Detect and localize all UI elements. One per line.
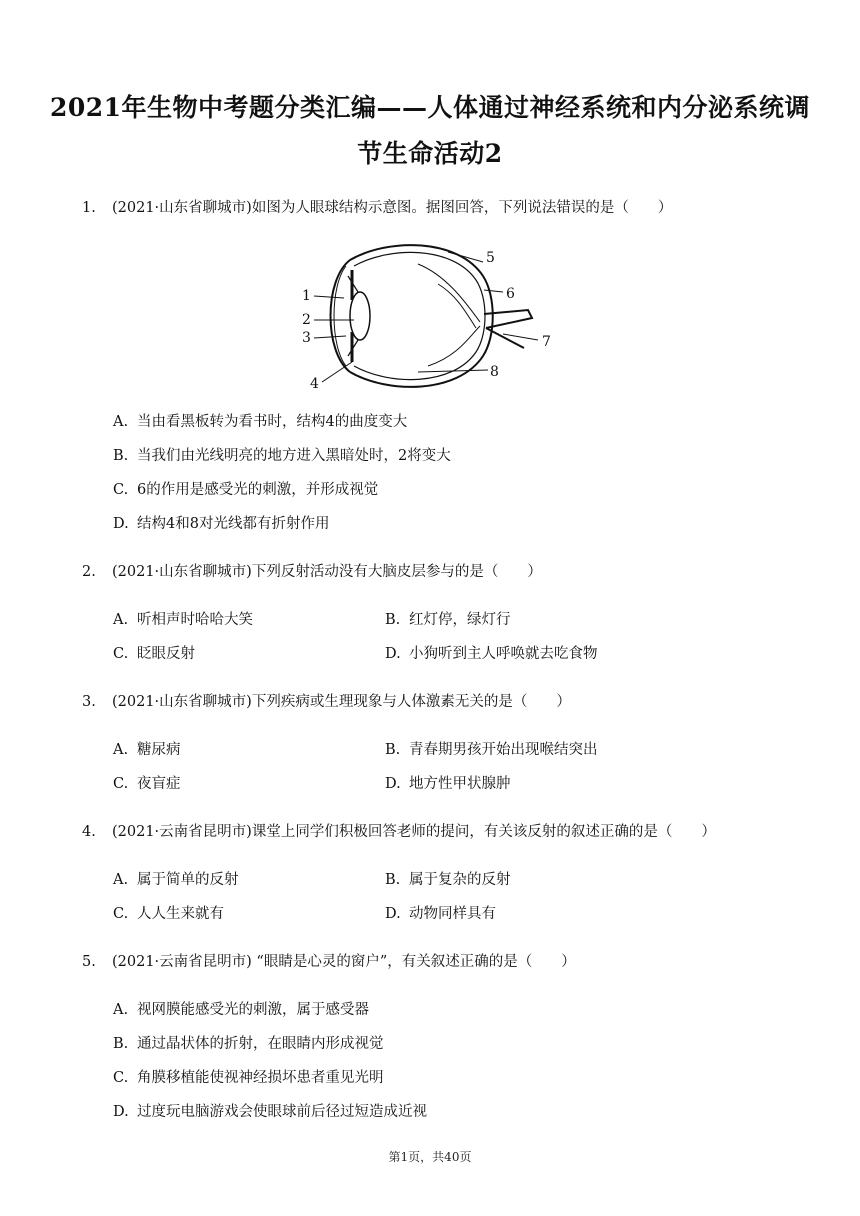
option-b: B. 青春期男孩开始出现喉结突出: [385, 742, 598, 758]
option-d: D. 地方性甲状腺肿: [385, 776, 511, 792]
option-a: A. 属于简单的反射: [113, 872, 239, 888]
figure-label: 4: [310, 376, 319, 392]
figure-label: 6: [506, 286, 515, 302]
question-1: [82, 196, 672, 217]
question-stem: (2021·云南省昆明市)课堂上同学们积极回答老师的提问，有关该反射的叙述正确的是（ ）: [112, 824, 716, 840]
option-a: A. 当由看黑板转为看书时，结构4的曲度变大: [113, 414, 408, 430]
option-a: A. 糖尿病: [113, 742, 181, 758]
option-a: A. 听相声时哈哈大笑: [113, 612, 253, 628]
option-d: D. 结构4和8对光线都有折射作用: [113, 516, 330, 532]
figure-label: 1: [302, 288, 311, 304]
option-c: C. 夜盲症: [113, 776, 181, 792]
question-number: 4.: [82, 824, 96, 840]
eyeball-diagram: [298, 236, 556, 398]
option-b: B. 属于复杂的反射: [385, 872, 511, 888]
question-2: [82, 560, 542, 581]
question-5: [82, 950, 576, 971]
question-number: 1.: [82, 200, 96, 216]
figure-label: 7: [542, 334, 551, 350]
question-number: 5.: [82, 954, 96, 970]
figure-label: 8: [490, 364, 499, 380]
question-stem: (2021·山东省聊城市)如图为人眼球结构示意图。据图回答，下列说法错误的是（ ）: [112, 200, 673, 216]
option-a: A. 视网膜能感受光的刺激，属于感受器: [113, 1002, 369, 1018]
option-c: C. 角膜移植能使视神经损坏患者重见光明: [113, 1070, 384, 1086]
option-d: D. 动物同样具有: [385, 906, 496, 922]
question-stem: (2021·云南省昆明市) “眼睛是心灵的窗户”，有关叙述正确的是（ ）: [112, 954, 576, 970]
page-title-line2: 节生命活动2: [357, 139, 503, 168]
option-c: C. 人人生来就有: [113, 906, 224, 922]
figure-label: 2: [302, 312, 311, 328]
question-number: 2.: [82, 564, 96, 580]
figure-label: 5: [486, 250, 495, 266]
option-b: B. 当我们由光线明亮的地方进入黑暗处时，2将变大: [113, 448, 451, 464]
figure-label: 3: [302, 330, 311, 346]
option-c: C. 眨眼反射: [113, 646, 195, 662]
question-stem: (2021·山东省聊城市)下列疾病或生理现象与人体激素无关的是（ ）: [112, 694, 571, 710]
question-4: [82, 820, 716, 841]
option-b: B. 红灯停，绿灯行: [385, 612, 511, 628]
question-3: [82, 690, 571, 711]
page-title-line1: 2021年生物中考题分类汇编——人体通过神经系统和内分泌系统调: [49, 93, 811, 122]
question-number: 3.: [82, 694, 96, 710]
question-stem: (2021·山东省聊城市)下列反射活动没有大脑皮层参与的是（ ）: [112, 564, 542, 580]
option-d: D. 过度玩电脑游戏会使眼球前后径过短造成近视: [113, 1104, 427, 1120]
page-footer: 第1页，共40页: [388, 1150, 472, 1164]
option-b: B. 通过晶状体的折射，在眼睛内形成视觉: [113, 1036, 384, 1052]
option-c: C. 6的作用是感受光的刺激，并形成视觉: [113, 482, 379, 498]
option-d: D. 小狗听到主人呼唤就去吃食物: [385, 646, 598, 662]
